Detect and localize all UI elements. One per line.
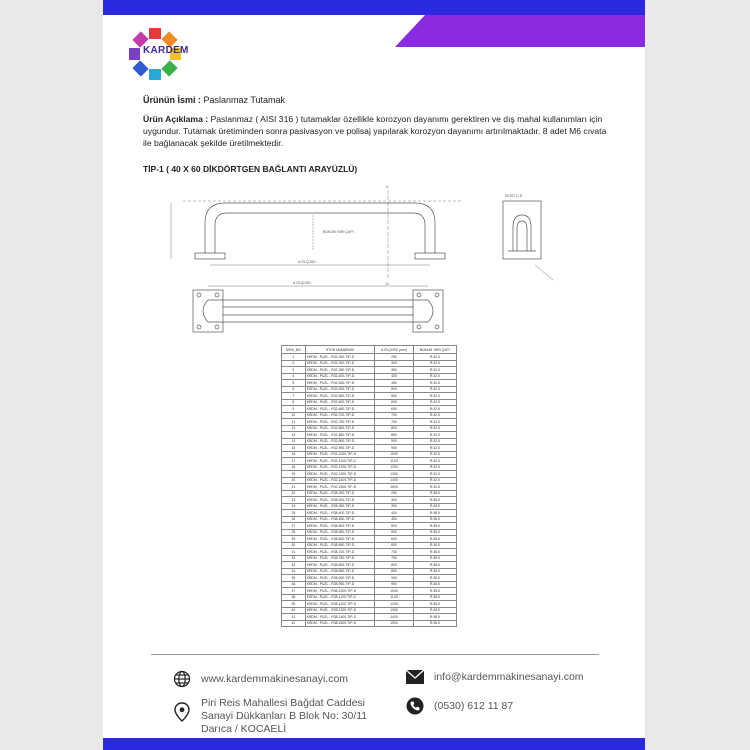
description-label: Ürün Açıklama : (143, 114, 209, 124)
address-block (201, 697, 367, 736)
cell-no: 7 (282, 393, 306, 400)
phone-icon (406, 697, 424, 715)
cell-no: 35 (282, 575, 306, 582)
cell-stock-code: KRDM - PUZL - R32-750-TIP-D (305, 419, 375, 426)
cell-radius: R:38.5 (413, 497, 456, 504)
cell-no: 2 (282, 360, 306, 367)
cell-no: 33 (282, 562, 306, 569)
cell-no: 13 (282, 432, 306, 439)
cell-radius: R:32.5 (413, 399, 456, 406)
technical-drawing (153, 185, 623, 335)
cell-radius: R:32.5 (413, 380, 456, 387)
globe-icon (173, 670, 191, 688)
footer-divider (151, 654, 599, 655)
table-row (282, 620, 457, 627)
cell-stock-code: KRDM - PUZL - R38-950-TIP-D (305, 581, 375, 588)
cell-no: 24 (282, 503, 306, 510)
cell-no: 26 (282, 516, 306, 523)
cell-radius: R:38.5 (413, 523, 456, 530)
cell-stock-code: KRDM - PUZL - R32-1400-TIP-D (305, 477, 375, 484)
cell-a-size: 1400 (375, 614, 413, 621)
cell-no: 30 (282, 542, 306, 549)
cell-no: 16 (282, 451, 306, 458)
col-header-stock: STOK NUMARASI (305, 346, 375, 354)
cell-no: 34 (282, 568, 306, 575)
cell-no: 15 (282, 445, 306, 452)
cell-stock-code: KRDM - PUZL - R38-850-TIP-D (305, 568, 375, 575)
cell-a-size: 1400 (375, 477, 413, 484)
cell-stock-code: KRDM - PUZL - R32-950-TIP-D (305, 445, 375, 452)
cell-radius: R:38.5 (413, 594, 456, 601)
cell-no: 22 (282, 490, 306, 497)
cell-stock-code: KRDM - PUZL - R38-1300-TIP-D (305, 607, 375, 614)
cell-a-size: 850 (375, 432, 413, 439)
cell-radius: R:38.5 (413, 607, 456, 614)
cell-radius: R:38.5 (413, 581, 456, 588)
cell-a-size: 750 (375, 555, 413, 562)
cell-no: 25 (282, 510, 306, 517)
cell-radius: R:38.5 (413, 620, 456, 627)
cell-a-size: 300 (375, 360, 413, 367)
cell-no: 29 (282, 536, 306, 543)
cell-a-size: 800 (375, 425, 413, 432)
cell-radius: R:32.5 (413, 354, 456, 361)
cell-a-size: 1000 (375, 451, 413, 458)
description-text: Paslanmaz ( AISI 316 ) tutamaklar özellikle korozyon dayanımı gerektiren ve dış mahal kullanımları için uygundur. Tutamak üretiminden sonra pasivasyon ve polisaj yapılarak korozyon dayanımı artırılmaktadır. 8 adet M6 cıvata ile bağlanacak şekilde üretilmektedir. (143, 114, 607, 148)
cell-radius: R:38.5 (413, 562, 456, 569)
cell-radius: R:38.5 (413, 568, 456, 575)
cell-a-size: 850 (375, 568, 413, 575)
d-marker-top: D (386, 185, 389, 189)
cell-radius: R:38.5 (413, 555, 456, 562)
cell-radius: R:38.5 (413, 588, 456, 595)
cell-stock-code: KRDM - PUZL - R32-1200-TIP-D (305, 464, 375, 471)
cell-no: 36 (282, 581, 306, 588)
cell-no: 8 (282, 399, 306, 406)
cell-a-size: 1000 (375, 588, 413, 595)
cell-radius: R:32.5 (413, 393, 456, 400)
cell-a-size: 950 (375, 445, 413, 452)
cell-stock-code: KRDM - PUZL - R32-350-TIP-D (305, 367, 375, 374)
brochure-page (103, 0, 645, 750)
cell-no: 9 (282, 406, 306, 413)
cell-stock-code: KRDM - PUZL - R32-900-TIP-D (305, 438, 375, 445)
cell-stock-code: KRDM - PUZL - R32-500-TIP-D (305, 386, 375, 393)
cell-a-size: 250 (375, 354, 413, 361)
type-subtitle: TİP-1 ( 40 X 60 DİKDÖRTGEN BAĞLANTI ARAYÜZLÜ) (143, 164, 358, 174)
address-line-1: Piri Reis Mahallesi Bağdat Caddesi (201, 697, 365, 709)
section-label: KESİT D-D (505, 194, 523, 198)
top-color-bar (103, 0, 645, 15)
cell-stock-code: KRDM - PUZL - R32-850-TIP-D (305, 432, 375, 439)
cell-stock-code: KRDM - PUZL - R32-800-TIP-D (305, 425, 375, 432)
cell-no: 17 (282, 458, 306, 465)
cell-stock-code: KRDM - PUZL - R38-700-TIP-D (305, 549, 375, 556)
cell-a-size: 550 (375, 393, 413, 400)
table-header-row (282, 346, 457, 354)
cell-a-size: 500 (375, 523, 413, 530)
cell-stock-code: KRDM - PUZL - R38-1500-TIP-D (305, 620, 375, 627)
product-description (143, 113, 613, 149)
cell-no: 38 (282, 594, 306, 601)
cell-stock-code: KRDM - PUZL - R38-1100-TIP-D (305, 594, 375, 601)
cell-stock-code: KRDM - PUZL - R32-1100-TIP-D (305, 458, 375, 465)
cell-a-size: 250 (375, 490, 413, 497)
cell-a-size: 1200 (375, 601, 413, 608)
cell-radius: R:32.5 (413, 425, 456, 432)
cell-stock-code: KRDM - PUZL - R32-1300-TIP-D (305, 471, 375, 478)
product-name-line (143, 95, 285, 105)
cell-a-size: 350 (375, 503, 413, 510)
cell-stock-code: KRDM - PUZL - R32-1000-TIP-D (305, 451, 375, 458)
cell-radius: R:32.5 (413, 367, 456, 374)
cell-radius: R:32.5 (413, 458, 456, 465)
cell-radius: R:38.5 (413, 542, 456, 549)
cell-a-size: 350 (375, 367, 413, 374)
cell-a-size: 600 (375, 399, 413, 406)
cell-a-size: 900 (375, 438, 413, 445)
cell-stock-code: KRDM - PUZL - R38-250-TIP-D (305, 490, 375, 497)
col-header-a: A ÖLÇÜSÜ (mm) (375, 346, 413, 354)
cell-no: 42 (282, 620, 306, 627)
cell-radius: R:38.5 (413, 614, 456, 621)
cell-stock-code: KRDM - PUZL - R38-750-TIP-D (305, 555, 375, 562)
product-name-label: Ürünün İsmi : (143, 95, 201, 105)
cell-radius: R:38.5 (413, 516, 456, 523)
cell-stock-code: KRDM - PUZL - R38-1000-TIP-D (305, 588, 375, 595)
cell-a-size: 750 (375, 419, 413, 426)
cell-no: 12 (282, 425, 306, 432)
location-pin-icon (173, 702, 191, 722)
cell-a-size: 400 (375, 373, 413, 380)
dim-a-front: A ÖLÇÜSÜ (298, 260, 316, 264)
d-marker-bottom: D (386, 282, 389, 286)
cell-no: 19 (282, 471, 306, 478)
cell-a-size: 1100 (375, 458, 413, 465)
cell-no: 21 (282, 484, 306, 491)
cell-radius: R:38.5 (413, 510, 456, 517)
cell-no: 31 (282, 549, 306, 556)
cell-stock-code: KRDM - PUZL - R38-1200-TIP-D (305, 601, 375, 608)
cell-stock-code: KRDM - PUZL - R38-600-TIP-D (305, 536, 375, 543)
phone-number[interactable]: (0530) 612 11 87 (434, 700, 514, 712)
cell-a-size: 1500 (375, 620, 413, 627)
cell-no: 18 (282, 464, 306, 471)
cell-a-size: 300 (375, 497, 413, 504)
cell-no: 23 (282, 497, 306, 504)
website-link[interactable]: www.kardemmakinesanayi.com (201, 673, 349, 685)
cell-no: 5 (282, 380, 306, 387)
cell-no: 11 (282, 419, 306, 426)
cell-stock-code: KRDM - PUZL - R38-800-TIP-D (305, 562, 375, 569)
cell-stock-code: KRDM - PUZL - R32-300-TIP-D (305, 360, 375, 367)
table-body (282, 354, 457, 627)
cell-stock-code: KRDM - PUZL - R38-550-TIP-D (305, 529, 375, 536)
cell-stock-code: KRDM - PUZL - R38-400-TIP-D (305, 510, 375, 517)
cell-radius: R:32.5 (413, 406, 456, 413)
cell-a-size: 700 (375, 549, 413, 556)
email-link[interactable]: info@kardemmakinesanayi.com (434, 671, 584, 683)
cell-stock-code: KRDM - PUZL - R38-500-TIP-D (305, 523, 375, 530)
cell-radius: R:32.5 (413, 484, 456, 491)
cell-radius: R:38.5 (413, 536, 456, 543)
cell-a-size: 650 (375, 406, 413, 413)
cell-radius: R:38.5 (413, 503, 456, 510)
cell-no: 20 (282, 477, 306, 484)
cell-a-size: 1300 (375, 607, 413, 614)
cell-radius: R:38.5 (413, 529, 456, 536)
dim-a-top: A ÖLÇÜSÜ (293, 281, 311, 285)
cell-a-size: 500 (375, 386, 413, 393)
cell-radius: R:38.5 (413, 601, 456, 608)
cell-radius: R:32.5 (413, 477, 456, 484)
cell-stock-code: KRDM - PUZL - R38-300-TIP-D (305, 497, 375, 504)
cell-a-size: 800 (375, 562, 413, 569)
cell-no: 41 (282, 614, 306, 621)
cell-radius: R:32.5 (413, 471, 456, 478)
cell-radius: R:32.5 (413, 412, 456, 419)
cell-stock-code: KRDM - PUZL - R38-1400-TIP-D (305, 614, 375, 621)
cell-no: 14 (282, 438, 306, 445)
cell-radius: R:38.5 (413, 575, 456, 582)
cell-a-size: 550 (375, 529, 413, 536)
cell-stock-code: KRDM - PUZL - R38-650-TIP-D (305, 542, 375, 549)
cell-no: 4 (282, 373, 306, 380)
address-line-2: Sanayi Dükkanları B Blok No: 30/11 (201, 710, 368, 722)
cell-a-size: 450 (375, 516, 413, 523)
cell-a-size: 650 (375, 542, 413, 549)
cell-a-size: 1300 (375, 471, 413, 478)
cell-no: 28 (282, 529, 306, 536)
cell-stock-code: KRDM - PUZL - R38-900-TIP-D (305, 575, 375, 582)
cell-a-size: 600 (375, 536, 413, 543)
cell-a-size: 1100 (375, 594, 413, 601)
cell-radius: R:32.5 (413, 438, 456, 445)
col-header-no: SIRA_NO (282, 346, 306, 354)
cell-no: 39 (282, 601, 306, 608)
cell-no: 6 (282, 386, 306, 393)
cell-no: 27 (282, 523, 306, 530)
top-purple-band (395, 15, 645, 47)
cell-radius: R:32.5 (413, 464, 456, 471)
logo-text: KARDEM (143, 45, 189, 56)
cell-no: 10 (282, 412, 306, 419)
product-name-value: Paslanmaz Tutamak (203, 95, 286, 105)
cell-radius: R:38.5 (413, 549, 456, 556)
cell-a-size: 1500 (375, 484, 413, 491)
mail-icon (405, 669, 425, 685)
cell-radius: R:32.5 (413, 360, 456, 367)
cell-a-size: 450 (375, 380, 413, 387)
cell-stock-code: KRDM - PUZL - R32-1500-TIP-D (305, 484, 375, 491)
cell-stock-code: KRDM - PUZL - R32-600-TIP-D (305, 399, 375, 406)
cell-a-size: 400 (375, 510, 413, 517)
cell-stock-code: KRDM - PUZL - R32-400-TIP-D (305, 373, 375, 380)
cell-no: 40 (282, 607, 306, 614)
cell-stock-code: KRDM - PUZL - R32-250-TIP-D (305, 354, 375, 361)
bottom-color-bar (103, 738, 645, 750)
cell-no: 37 (282, 588, 306, 595)
cell-radius: R:32.5 (413, 445, 456, 452)
cell-a-size: 1200 (375, 464, 413, 471)
cell-stock-code: KRDM - PUZL - R38-450-TIP-D (305, 516, 375, 523)
col-header-radius: BÜKÜM YARI ÇAPI (413, 346, 456, 354)
bend-radius-note: BÜKÜM YARI ÇAPI (323, 230, 354, 234)
cell-stock-code: KRDM - PUZL - R38-350-TIP-D (305, 503, 375, 510)
cell-radius: R:32.5 (413, 373, 456, 380)
cell-radius: R:32.5 (413, 386, 456, 393)
cell-stock-code: KRDM - PUZL - R32-450-TIP-D (305, 380, 375, 387)
address-line-3: Darıca / KOCAELİ (201, 723, 287, 735)
cell-radius: R:32.5 (413, 419, 456, 426)
cell-a-size: 700 (375, 412, 413, 419)
cell-radius: R:38.5 (413, 490, 456, 497)
cell-no: 32 (282, 555, 306, 562)
cell-radius: R:32.5 (413, 451, 456, 458)
cell-radius: R:32.5 (413, 432, 456, 439)
cell-a-size: 900 (375, 575, 413, 582)
spec-table (281, 345, 457, 627)
cell-stock-code: KRDM - PUZL - R32-550-TIP-D (305, 393, 375, 400)
cell-no: 1 (282, 354, 306, 361)
cell-no: 3 (282, 367, 306, 374)
cell-stock-code: KRDM - PUZL - R32-700-TIP-D (305, 412, 375, 419)
cell-stock-code: KRDM - PUZL - R32-650-TIP-D (305, 406, 375, 413)
cell-a-size: 950 (375, 581, 413, 588)
